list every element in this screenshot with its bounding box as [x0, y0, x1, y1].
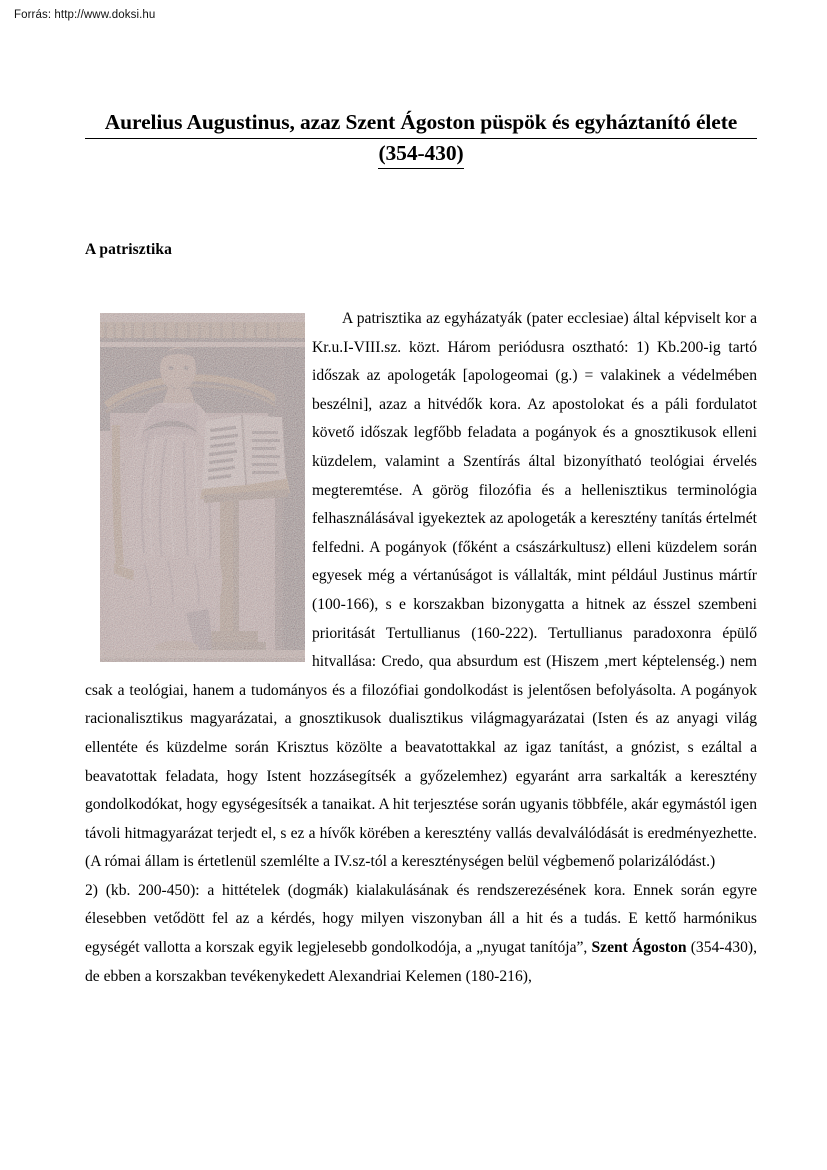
saint-augustine-mosaic-image [100, 313, 305, 662]
page-title-line-2: (354-430) [378, 139, 463, 170]
document-content [85, 108, 757, 985]
mosaic-illustration [100, 313, 305, 662]
paragraph-second-period-suffix: (354-430), de ebben a korszakban tevékenykedett Alexandriai Kelemen (180-216), [85, 939, 757, 985]
body-text [85, 305, 757, 991]
page-title-line-1: Aurelius Augustinus, azaz Szent Ágoston püspök és egyháztanító élete [85, 108, 757, 139]
paragraph-second-period [85, 877, 757, 991]
paragraph-second-period-prefix: 2) (kb. 200-450): a hittételek (dogmák) kialakulásának és rendszerezésének kora. Ennek során egyre élesebben vetődött fel az a kérdés, hogy milyen viszonyban áll a hit és a tudás. E kettő harmónikus egységét vallotta a korszak egyik legjelesebb gondolkodója, a „nyugat tanítója”, [85, 881, 757, 957]
source-watermark: Forrás: http://www.doksi.hu [14, 9, 156, 21]
highlighted-name-szent-agoston: Szent Ágoston [591, 939, 687, 957]
section-heading: A patrisztika [85, 241, 172, 258]
paragraph-patristics: A patrisztika az egyházatyák (pater ecclesiae) által képviselt kor a Kr.u.I-VIII.sz. közt. Három periódusra osztható: 1) Kb.200-ig tartó időszak az apologeták [apologeomai (g.) = valakinek a védelmében beszélni], azaz a hitvédők kora. Az apostolokat és a páli fordulatot követő időszak legfőbb feladata a pogányok és a gnosztikusok elleni küzdelem, valamint a Szentírás által bizonyítható teológiai érvelés megteremtése. A görög filozófia és a hellenisztikus terminológia felhasználásával igyekeztek az apologeták a keresztény tanítás értelmét felfedni. A pogányok (főként a császárkultusz) elleni küzdelem során egyesek még a vértanúságot is vállalták, mint például Justinus mártír (100-166), s e korszakban bizonygatta a hitnek az ésszel szembeni prioritását Tertullianus (160-222). Tertullianus paradoxonra épülő hitvallása: Credo, qua absurdum est (Hiszem ,mert képtelenség.) nem csak a teológiai, hanem a tudományos és a filozófiai gondolkodást is jelentősen befolyásolta. A pogányok racionalisztikus magyarázatai, a gnosztikusok dualisztikus világmagyarázatai (Isten és az anyagi világ ellentéte és küzdelme során Krisztus közölte a beavatottakkal az igaz tanítást, a gnózist, s ezáltal a beavatottak feladata, hogy Istent hozzásegítsék a győzelemhez) egyaránt arra sarkalták a keresztény gondolkodókat, hogy egységesítsék a tanaikat. A hit terjesztése során ugyanis többféle, akár egymástól igen távoli hitmagyarázat terjedt el, s ez a hívők körében a keresztény vallás devalválódását is eredményezhette.(A római állam is értetlenül szemlélte a IV.sz-tól a kereszténységen belül végbemenő polarizálódást.) [85, 310, 757, 871]
page-title [85, 108, 757, 169]
